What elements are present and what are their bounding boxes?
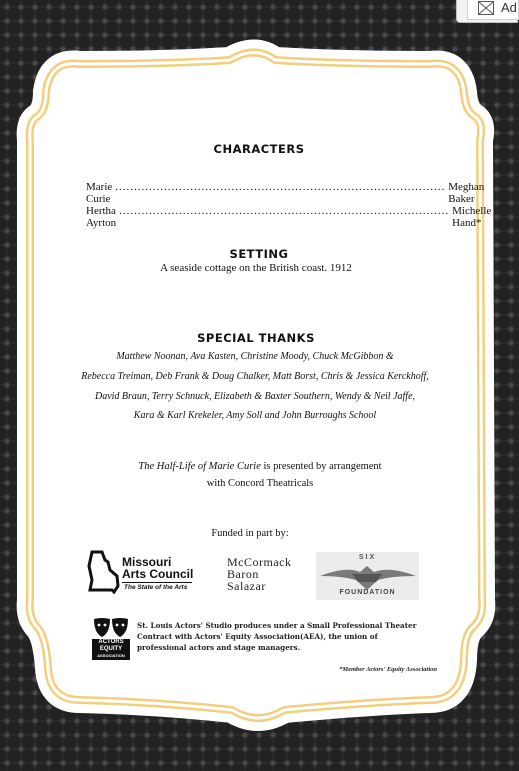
equity-footnote: *Member Actors' Equity Association <box>339 666 437 673</box>
role-name: Marie Curie <box>86 181 113 205</box>
equity-logo-line: ACTORS <box>98 639 124 645</box>
mail-icon <box>478 1 494 15</box>
six-foundation-logo <box>316 552 419 600</box>
theater-masks-icon <box>92 617 130 639</box>
thanks-line: Rebecca Treiman, Deb Frank & Doug Chalker, Matt Borst, Chris & Jessica Kerckhoff, <box>81 371 429 382</box>
role-name: Hertha Ayrton <box>86 205 117 229</box>
add-button-label: Ad <box>501 0 517 15</box>
actor-name: Meghan Baker <box>448 181 485 205</box>
actors-equity-logo <box>92 617 130 660</box>
mac-title-bottom: Arts Council <box>122 567 194 581</box>
actor-name: Michelle Hand* <box>452 205 492 229</box>
arrangement-line-1 <box>100 461 420 472</box>
add-button[interactable] <box>456 0 518 23</box>
missouri-state-icon <box>86 550 120 594</box>
thanks-line: David Braun, Terry Schnuck, Elizabeth & Baxter Southern, Wendy & Neil Jaffe, <box>94 391 416 402</box>
play-title: The Half-Life of Marie Curie <box>138 461 261 472</box>
cast-row-1: Marie Curie ........................................................................................ Meghan Baker <box>86 181 485 205</box>
setting-heading: SETTING <box>229 247 289 261</box>
mac-tagline: The State of the Arts <box>124 584 188 591</box>
thanks-line: Kara & Karl Krekeler, Amy Soll and John Burroughs School <box>133 410 377 421</box>
cast-row-2: Hertha Ayrton ........................................................................................ Michelle Hand* <box>86 205 492 229</box>
mccormack-baron-salazar-logo <box>227 556 311 592</box>
setting-text: A seaside cottage on the British coast. 1912 <box>160 262 352 274</box>
funded-label: Funded in part by: <box>211 528 289 539</box>
mbs-line-3: Salazar <box>227 579 266 593</box>
six-bottom: FOUNDATION <box>339 589 396 596</box>
mac-title-top: Missouri <box>122 555 172 569</box>
thanks-line: Matthew Noonan, Ava Kasten, Christine Moody, Chuck McGibbon & <box>116 351 394 362</box>
six-top: SIX <box>358 554 377 561</box>
equity-logo-line: ASSOCIATION <box>97 653 125 658</box>
missouri-arts-council-logo <box>86 550 196 596</box>
equity-logo-line: EQUITY <box>99 646 123 652</box>
equity-statement: St. Louis Actors' Studio produces under a Small Professional Theater Contract with Actors' Equity Association(AEA), the union of professional actors and stage managers. <box>137 621 417 652</box>
arrangement-text: is presented by arrangement <box>260 461 382 472</box>
characters-heading: CHARACTERS <box>213 142 305 156</box>
special-thanks-heading: SPECIAL THANKS <box>197 331 315 345</box>
arrangement-line-2: with Concord Theatricals <box>206 478 314 489</box>
mbs-line-2: Baron <box>227 567 259 581</box>
mbs-line-1: McCormack <box>227 555 292 569</box>
